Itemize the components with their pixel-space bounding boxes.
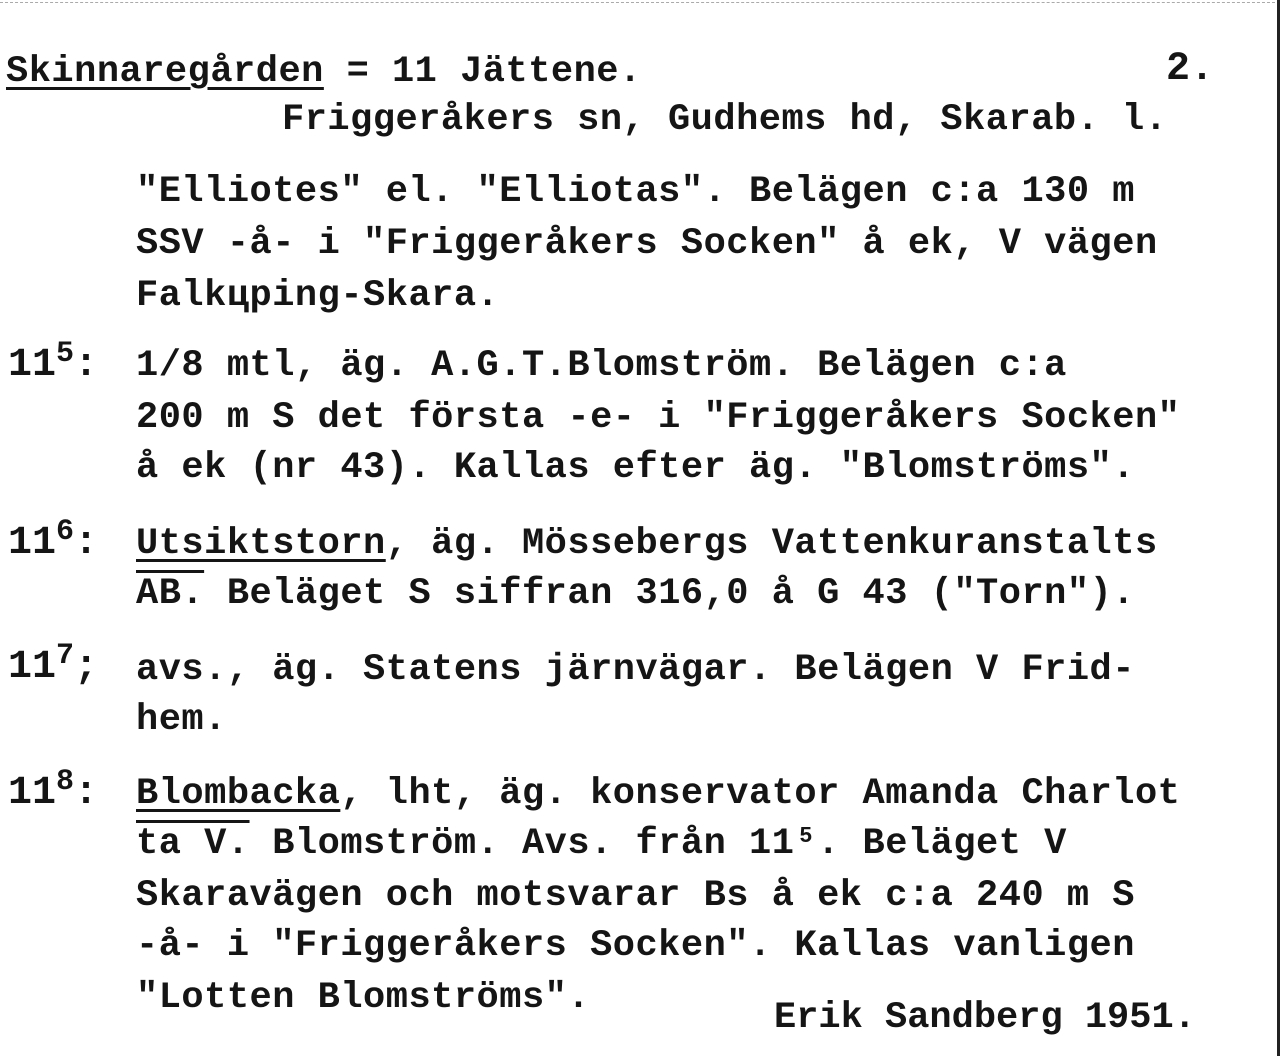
card-right-edge [1277, 0, 1280, 1056]
entry-11-8-line-3: Skaravägen och motsvarar Bs å ek c:a 240 m S [136, 875, 1135, 917]
entry-11-8-line-2: ta V. Blomström. Avs. från 11⁵. Beläget V [136, 823, 1067, 865]
entry-11-5-line-3: å ek (nr 43). Kallas efter äg. "Blomströms". [136, 447, 1135, 489]
page-number: 2. [1166, 47, 1215, 92]
entry-number-11-5: $11^5$: [8, 337, 99, 388]
entry-11-8-line-4: -å- i "Friggeråkers Socken". Kallas vanligen [136, 925, 1135, 967]
entry-11-8-line-5: "Lotten Blomströms". [136, 977, 591, 1019]
entry-11-6-name: Utsiktstorn [136, 523, 386, 565]
entry-number-11-8: $11^8$: [8, 765, 99, 816]
entry-number-11-6: $11^6$: [8, 515, 99, 566]
entry-11-8-name: Blombacka [136, 773, 341, 815]
entry-11-5-line-1: 1/8 mtl, äg. A.G.T.Blomström. Belägen c:a [136, 345, 1067, 387]
card-title-line [6, 50, 642, 94]
location-line: Friggeråkers sn, Gudhems hd, Skarab. l. [282, 99, 1168, 141]
author-signature: Erik Sandberg 1951. [774, 997, 1196, 1039]
main-entry-line-1: "Elliotes" el. "Elliotas". Belägen c:a 130 m [136, 171, 1135, 213]
card-top-edge [0, 2, 1280, 4]
entry-11-5-line-2: 200 m S det första -e- i "Friggeråkers Socken" [136, 397, 1181, 439]
entry-11-8-line-1: Blombacka, lht, äg. konservator Amanda Charlot [136, 773, 1181, 815]
entry-11-6-line-2: AB. Beläget S siffran 316,0 å G 43 ("Torn"). [136, 573, 1135, 615]
entry-11-6-line-1: Utsiktstorn, äg. Mössebergs Vattenkuranstalts [136, 523, 1158, 565]
entry-11-7-line-2: hem. [136, 699, 227, 741]
main-entry-line-2: SSV -å- i "Friggeråkers Socken" å ek, V vägen [136, 223, 1158, 265]
card-title-rest: = 11 Jättene. [323, 51, 642, 93]
main-entry-line-3: Falkцping-Skara. [136, 275, 500, 317]
entry-11-7-line-1: avs., äg. Statens järnvägar. Belägen V Frid- [136, 649, 1135, 691]
entry-number-11-7: $11^7$; [8, 639, 99, 690]
card-title: Skinnaregården [6, 51, 324, 93]
